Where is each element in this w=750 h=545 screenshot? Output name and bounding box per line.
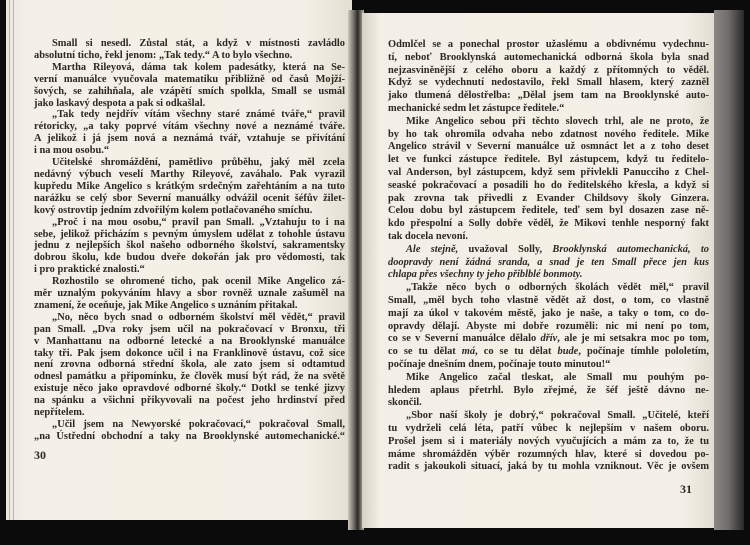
text-line: Small si nesedl. Zůstal stát, a když v místnosti zavládlo	[52, 38, 345, 49]
text-line: Odmlčel se a ponechal prostor užaslému a obdivnému vydechnu-	[388, 39, 709, 50]
text-line: i pro praktické znalosti.“	[34, 264, 145, 276]
page-number-left: 30	[34, 448, 46, 462]
text-line: verní manuálce vyučovala matematiku přibližně od časů Mojží-	[34, 73, 345, 85]
left-page-text	[34, 38, 345, 443]
text-line: mechanické sedm let zástupce ředitele.“	[388, 102, 565, 114]
text-line: „na Ústřední obchodní a taky na Brooklynské automechanické.“	[34, 430, 345, 442]
page-number-right: 31	[680, 482, 692, 496]
text-line: v Manhattanu na odborné letecké a na Brooklynské manuálce	[34, 335, 345, 347]
text-line: opravdy dělají. Abyste mi dobře rozuměli: nic mi není po tom,	[388, 320, 709, 332]
text-line: existuje něco jako opravdové odborné školy.“ Dotkl se tenké jizvy	[34, 383, 345, 395]
text-line: tí, neboť Brooklynská automechanická odborná škola byla snad	[388, 51, 709, 63]
text-line: máme shromážděn výběr rozumných hlav, které si dovedou po-	[388, 448, 709, 460]
text-segment: co se tu dělat	[388, 346, 462, 358]
text-line: „No, něco bych snad o odborném školství měl vědět,“ pravil	[52, 311, 345, 323]
text-line: nedávný výbuch veselí Marthy Rileyové, zaváhalo. Pak vyrazil	[34, 168, 345, 180]
page-edge	[9, 0, 10, 520]
italic-text: Brooklynská automechanická, to	[552, 243, 710, 255]
text-line: šových, se zahihňala, ale vzápětí smích spolkla, Small se usmál	[34, 85, 345, 97]
text-line: mají za úkol v takovém městě, jako je naše, a taky o tom, co do-	[388, 307, 709, 319]
italic-text: má	[461, 346, 476, 358]
text-line: val Anderson, byl zástupcem, když sem přivlekli Panucciho z Chel-	[388, 166, 709, 178]
text-line: měr uznalým pokyváním hlavy a sbor rovněž uznale zašuměl na	[34, 288, 345, 300]
text-line: A jelikož i já jsem nová a neznámá tvář, vztahuje se přivítání	[34, 133, 345, 145]
text-line: jako laskavý despota a pak si odkašlal.	[34, 97, 206, 109]
text-line: pan Small. „Dva roky jsem učil na pokračovací v Bronxu, tři	[34, 323, 345, 335]
italic-text: bude	[557, 346, 579, 358]
text-line: pak zrovna tak přivedli z Evander Childsovy školy Ginzera.	[388, 192, 709, 204]
text-line: jako tlumená dělostřelba: „Dělal jsem tam na Brooklynské auto-	[388, 90, 709, 102]
text-line: „Proč i na mou osobu,“ pravil pan Small. „Vztahuju to i na	[52, 216, 345, 228]
text-line: počínaje dnešním dnem, počínaje touto minutou!“	[388, 358, 611, 370]
text-segment: , ale je mi setsakra moc po tom,	[557, 333, 709, 345]
text-line: „Takže něco bych o odborných školách vědět měl,“ pravil	[406, 282, 709, 294]
text-line: „Učil jsem na Newyorské pokračovací,“ pokračoval Small,	[52, 419, 345, 430]
text-line: Martha Rileyová, dáma tak kolem padesátky, která na Se-	[52, 61, 345, 73]
text-line	[388, 269, 709, 282]
text-line: by ho tak ohromila odvaha nebo zdatnost nového ředitele. Mike	[388, 128, 709, 140]
text-line: Mike Angelico sebou při těchto slovech trhl, ale ne proto, že	[406, 115, 709, 127]
text-line: Prošel jsem si i materiály nových vyučujících a mám za to, že tu	[388, 435, 709, 447]
italic-text: Ale stejně,	[406, 243, 459, 255]
text-line: sebe, jelikož přicházím s pevným úmyslem udělat z tohohle ústavu	[34, 228, 345, 240]
text-line: dobrou školu, kde budou dveře dokořán jak pro vědomosti, tak	[34, 252, 345, 264]
italic-text: dřív	[540, 333, 558, 345]
text-line: hledem aplaus přetrhl. Bylo zřejmé, že šéf ještě dávno ne-	[388, 384, 709, 396]
text-line	[388, 257, 709, 270]
text-line: Rozhostilo se ohromené ticho, pak ocenil Mike Angelico zá-	[52, 276, 345, 288]
text-line: Mike Angelico začal tleskat, ale Small mu pouhým po-	[406, 371, 709, 383]
text-segment: , co se tu dělat	[475, 346, 558, 358]
text-line: Celou dobu byl zástupcem ředitele, teď sem byl dosazen zase ně-	[388, 205, 709, 217]
text-line: na spánku a všichni přikyvovali na počest jeho hrdinství před	[34, 395, 345, 407]
text-line: tak docela nevoní.	[388, 230, 468, 242]
text-line: nejzasviněnější z celého oboru a každý z přítomných to věděl.	[388, 64, 709, 76]
text-line: let ve funkci zástupce ředitele. Byl zástupcem, když tu ředitelo-	[388, 154, 709, 166]
text-line	[388, 333, 709, 346]
text-line: není zrovna odborná střední škola, ale zato jsem si odtamtud	[34, 359, 345, 371]
italic-text: doopravdy není žádná sranda, a snad je ten Small přece jen kus	[388, 256, 709, 268]
text-line	[388, 346, 709, 359]
text-line: skončil.	[388, 397, 422, 409]
right-page	[362, 13, 714, 528]
text-line	[388, 244, 709, 257]
text-line: „Tak tedy nejdřív vítám všechny staré známé tváře,“ pravil	[52, 109, 345, 121]
text-line: taky tři. Pak jsem dokonce učil i na Franklinově ústavu, což sice	[34, 347, 345, 359]
text-segment: co se v Severní manuálce dělalo	[388, 333, 541, 345]
text-line: i na mou osobu.“	[34, 145, 110, 157]
text-line: Angelico strávil v Severní manuálce už osmnáct let a z toho deset	[388, 141, 709, 153]
text-segment: uvažoval Solly,	[458, 243, 553, 255]
text-line: Když se vydechnutí nedostavilo, řekl Small hlasem, který zazněl	[388, 77, 709, 89]
left-page	[6, 0, 352, 520]
text-line: seaské pokračovací a posadili ho do ředitelského křesla, a když si	[388, 179, 709, 191]
text-line: nepřítelem.	[34, 407, 85, 419]
right-page-text	[388, 39, 709, 474]
book-cover-edge	[714, 10, 744, 530]
text-line: jednu z nejlepších škol našeho odborného školství, sakramentsky	[34, 240, 345, 252]
text-line: Učitelské shromáždění, pamětlivo průběhu, jaký měl zcela	[52, 157, 345, 169]
text-line: rétoricky, „a taky poprvé vítám všechny nové a neznámé tváře.	[34, 121, 345, 133]
text-line: znamení, že oceňuje, jak Mike Angelico s uznáním přitakal.	[34, 299, 298, 311]
italic-text: chlapa přes všechny ty jeho přiblblé bonmoty.	[388, 269, 583, 281]
text-line: radit s jakoukoli situací, jaká by tu mohla vzniknout. Věc je ovšem	[388, 461, 709, 473]
page-edge	[13, 0, 14, 520]
text-line: narážku se celý sbor Severní manuálky odvážil ocenit šéfův žilet-	[34, 192, 345, 204]
text-line: kový ostrovtip jedním zdvořilým kolem potlačovaného smíchu.	[34, 204, 313, 216]
text-line: Small, „měl bych toho vlastně vědět až dost, o tom, co vlastně	[388, 294, 709, 306]
text-segment: , počínaje tímhle pololetím,	[578, 346, 709, 358]
text-line: kupředu Mike Angelico s krátkým srdečným zařehtáním a na tuto	[34, 180, 345, 192]
text-line: absolutní ticho, řekl jenom: „Tak tedy.“ A to bylo všechno.	[34, 49, 293, 61]
text-line: odnesl památku a připomínku, že člověk musí být rád, že na světě	[34, 371, 345, 383]
text-line: kdo přespolní a Solly dobře věděl, že Mikovi tenhle nesporný fakt	[388, 218, 709, 230]
text-line: tu vydrželi celá léta, patří vůbec k nejlepším v našem oboru.	[388, 422, 709, 434]
text-line: „Sbor naší školy je dobrý,“ pokračoval Small. „Učitelé, kteří	[406, 410, 709, 422]
